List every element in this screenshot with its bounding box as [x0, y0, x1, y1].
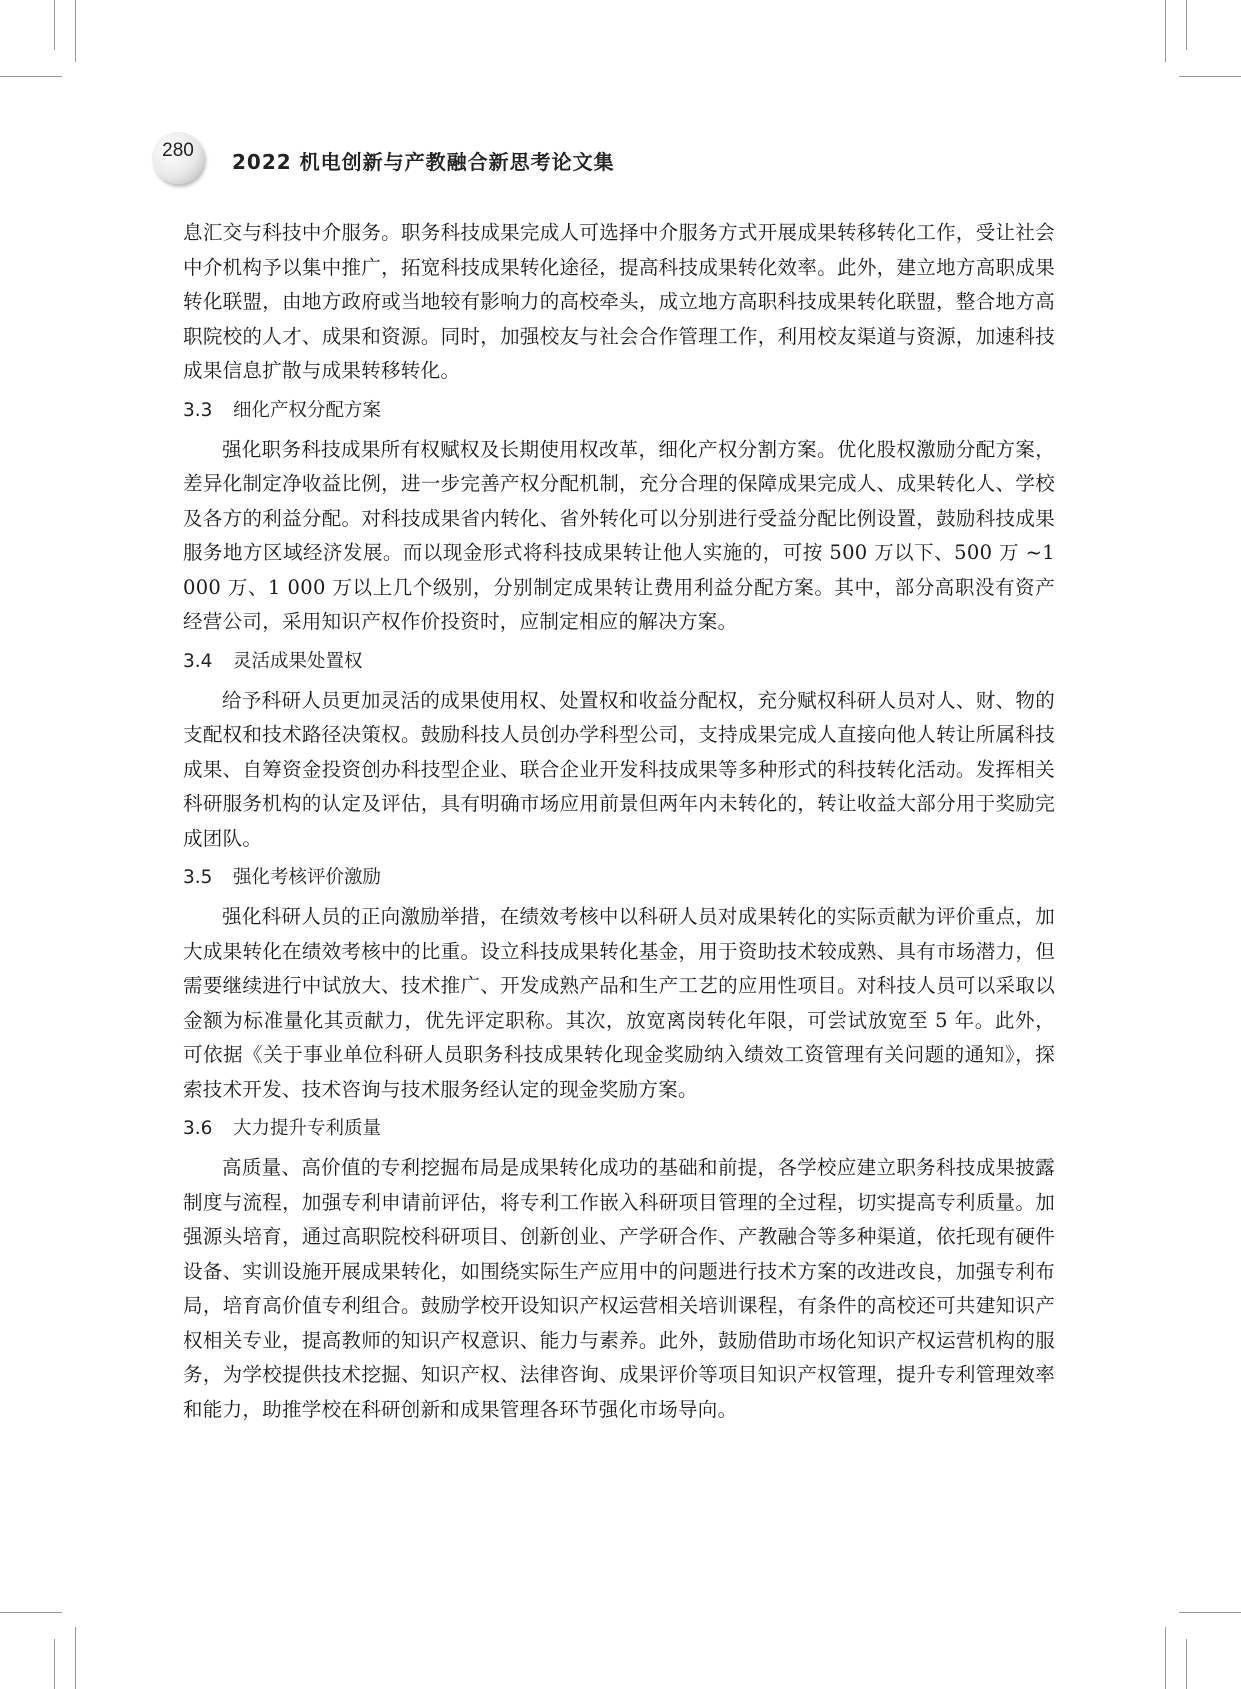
crop-mark-top-left-vertical-2	[54, 0, 55, 50]
crop-mark-top-right-vertical-2	[1186, 0, 1187, 50]
crop-mark-bottom-left-horizontal	[0, 1612, 62, 1613]
section-3-6-paragraph: 高质量、高价值的专利挖掘布局是成果转化成功的基础和前提，各学校应建立职务科技成果披露制度与流程，加强专利申请前评估，将专利工作嵌入科研项目管理的全过程，切实提高专利质量。加强源头培育，通过高职院校科研项目、创新创业、产学研合作、产教融合等多种渠道，依托现有硬件设备、实训设施开展成果转化，如围绕实际生产应用中的问题进行技术方案的改进改良，加强专利布局，培育高价值专利组合。鼓励学校开设知识产权运营相关培训课程，有条件的高校还可共建知识产权相关专业，提高教师的知识产权意识、能力与素养。此外，鼓励借助市场化知识产权运营机构的服务，为学校提供技术挖掘、知识产权、法律咨询、成果评价等项目知识产权管理，提升专利管理效率和能力，助推学校在科研创新和成果管理各环节强化市场导向。	[183, 1156, 1055, 1421]
crop-mark-bottom-right-vertical-2	[1186, 1639, 1187, 1689]
section-heading-3-6	[183, 1115, 1055, 1143]
section-title: 细化产权分配方案	[233, 399, 382, 421]
crop-mark-bottom-right-horizontal	[1179, 1612, 1241, 1613]
section-heading-3-5	[183, 864, 1055, 892]
section-number: 3.5	[183, 867, 213, 888]
crop-mark-bottom-left-vertical-2	[54, 1639, 55, 1689]
section-heading-3-4	[183, 648, 1055, 676]
section-number: 3.3	[183, 399, 213, 421]
crop-mark-top-right-horizontal	[1179, 76, 1241, 77]
section-3-5-paragraph: 强化科研人员的正向激励举措，在绩效考核中以科研人员对成果转化的实际贡献为评价重点，加大成果转化在绩效考核中的比重。设立科技成果转化基金，用于资助技术较成熟、具有市场潜力，但需要继续进行中试放大、技术推广、开发成熟产品和生产工艺的应用性项目。对科技人员可以采取以金额为标准量化其贡献力，优先评定职称。其次，放宽离岗转化年限，可尝试放宽至 5 年。此外，可依据《关于事业单位科研人员职务科技成果转化现金奖励纳入绩效工资管理有关问题的通知》，探索技术开发、技术咨询与技术服务经认定的现金奖励方案。	[183, 905, 1055, 1101]
section-number: 3.4	[183, 650, 213, 672]
page-number-badge	[148, 130, 208, 182]
intro-paragraph: 息汇交与科技中介服务。职务科技成果完成人可选择中介服务方式开展成果转移转化工作，受让社会中介机构予以集中推广，拓宽科技成果转化途径，提高科技成果转化效率。此外，建立地方高职成果转化联盟，由地方政府或当地较有影响力的高校牵头，成立地方高职科技成果转化联盟，整合地方高职院校的人才、成果和资源。同时，加强校友与社会合作管理工作，利用校友渠道与资源，加速科技成果信息扩散与成果转移转化。	[183, 221, 1055, 382]
page-body	[183, 216, 1055, 1427]
crop-mark-top-left-horizontal	[0, 76, 62, 77]
book-title: 2022 机电创新与产教融合新思考论文集	[232, 150, 615, 174]
section-title: 灵活成果处置权	[233, 650, 363, 672]
crop-mark-top-left-vertical	[75, 0, 76, 62]
running-header	[148, 130, 1048, 180]
section-heading-3-3	[183, 397, 1055, 425]
page-number: 280	[162, 140, 194, 161]
section-3-3-paragraph: 强化职务科技成果所有权赋权及长期使用权改革，细化产权分割方案。优化股权激励分配方案，差异化制定净收益比例，进一步完善产权分配机制，充分合理的保障成果完成人、成果转化人、学校及各方的利益分配。对科技成果省内转化、省外转化可以分别进行受益分配比例设置，鼓励科技成果服务地方区域经济发展。而以现金形式将科技成果转让他人实施的，可按 500 万以下、500 万 ~1 000 万、1 000 万以上几个级别，分别制定成果转让费用利益分配方案。其中，部分高职没有资产经营公司，采用知识产权作价投资时，应制定相应的解决方案。	[183, 437, 1055, 633]
crop-mark-bottom-right-vertical	[1165, 1627, 1166, 1689]
crop-mark-top-right-vertical	[1165, 0, 1166, 62]
crop-mark-bottom-left-vertical	[75, 1627, 76, 1689]
section-number: 3.6	[183, 1118, 213, 1139]
section-title: 强化考核评价激励	[233, 867, 382, 888]
section-3-4-paragraph: 给予科研人员更加灵活的成果使用权、处置权和收益分配权，充分赋权科研人员对人、财、物的支配权和技术路径决策权。鼓励科技人员创办学科型公司，支持成果完成人直接向他人转让所属科技成果、自筹资金投资创办科技型企业、联合企业开发科技成果等多种形式的科技转化活动。发挥相关科研服务机构的认定及评估，具有明确市场应用前景但两年内未转化的，转让收益大部分用于奖励完成团队。	[183, 688, 1055, 850]
section-title: 大力提升专利质量	[233, 1118, 382, 1139]
